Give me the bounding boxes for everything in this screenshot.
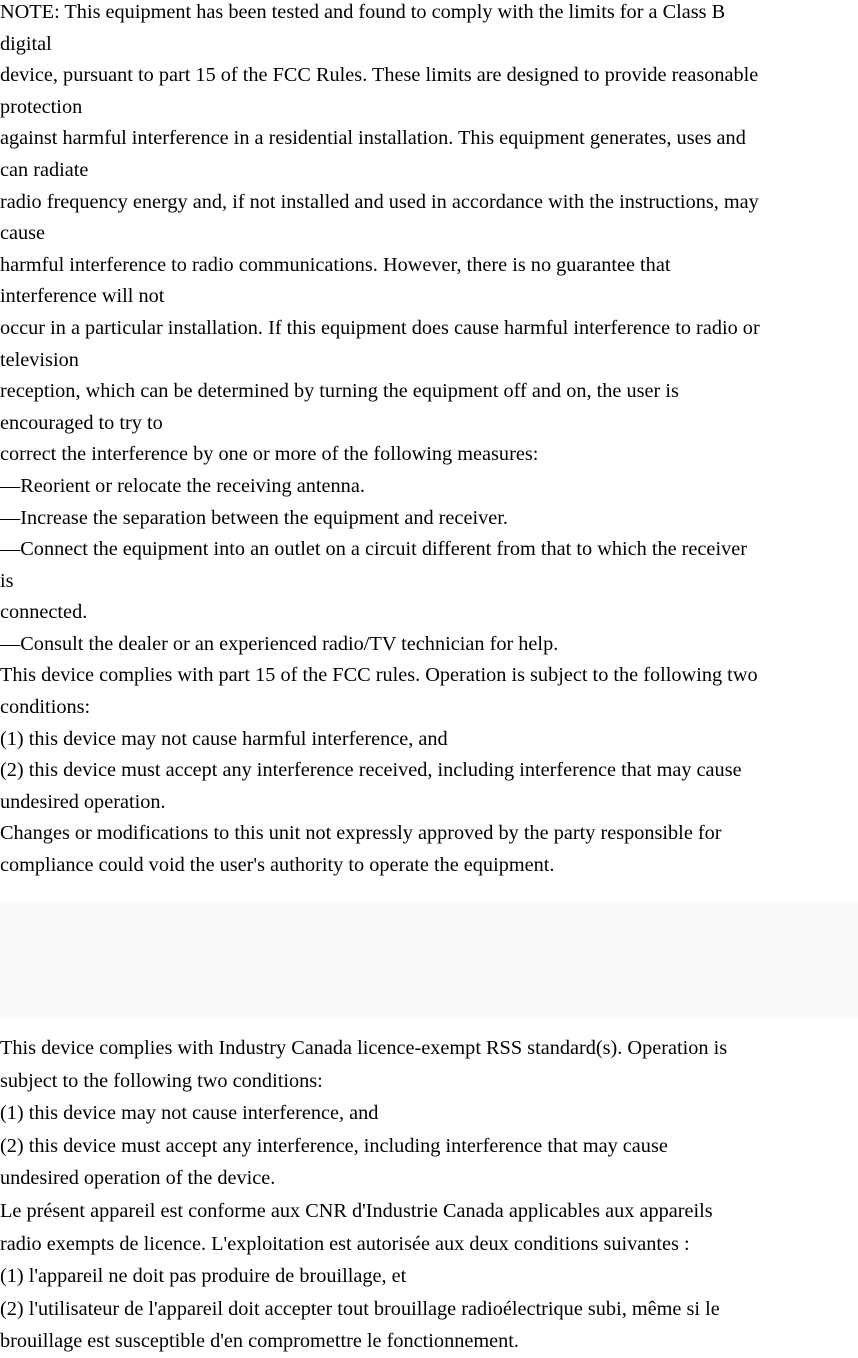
measure-item: —Reorient or relocate the receiving antenna.: [0, 474, 365, 497]
condition-item: (1) this device may not cause interference, and: [0, 1102, 379, 1125]
industry-canada-statement: [0, 1032, 858, 1358]
text-line: can radiate: [0, 158, 89, 181]
text-line: interference will not: [0, 285, 165, 308]
measure-item: —Consult the dealer or an experienced radio/TV technician for help.: [0, 632, 559, 655]
text-line: device, pursuant to part 15 of the FCC Rules. These limits are designed to provide reasonable: [0, 64, 759, 87]
text-line: conditions:: [0, 696, 91, 719]
measure-item: —Connect the equipment into an outlet on a circuit different from that to which the receiver: [0, 538, 747, 561]
text-line: NOTE: This equipment has been tested and found to comply with the limits for a Class B: [0, 1, 726, 23]
text-line: radio exempts de licence. L'exploitation est autorisée aux deux conditions suivantes :: [0, 1232, 690, 1255]
text-line: This device complies with part 15 of the FCC rules. Operation is subject to the following two: [0, 664, 758, 687]
text-line: radio frequency energy and, if not installed and used in accordance with the instructions, may: [0, 190, 759, 213]
text-line: digital: [0, 32, 52, 55]
measure-item: —Increase the separation between the equipment and receiver.: [0, 506, 508, 529]
condition-item: (1) this device may not cause harmful interference, and: [0, 727, 448, 750]
blank-divider: [0, 901, 858, 1020]
text-line: against harmful interference in a residential installation. This equipment generates, uses and: [0, 127, 746, 150]
text-line: correct the interference by one or more of the following measures:: [0, 443, 539, 466]
text-line: cause: [0, 222, 46, 245]
text-line: harmful interference to radio communications. However, there is no guarantee that: [0, 253, 671, 276]
text-line: undesired operation.: [0, 790, 166, 813]
text-line: undesired operation of the device.: [0, 1167, 276, 1190]
text-line: Changes or modifications to this unit not expressly approved by the party responsible for: [0, 822, 722, 845]
text-line: brouillage est susceptible d'en compromettre le fonctionnement.: [0, 1330, 519, 1353]
text-line: protection: [0, 95, 83, 118]
text-line: television: [0, 348, 79, 371]
condition-item: (2) this device must accept any interference, including interference that may cause: [0, 1134, 668, 1157]
condition-item: (2) l'utilisateur de l'appareil doit accepter tout brouillage radioélectrique subi, même si le: [0, 1297, 720, 1320]
text-line: reception, which can be determined by turning the equipment off and on, the user is: [0, 380, 679, 403]
text-line: is: [0, 569, 14, 592]
condition-item: (1) l'appareil ne doit pas produire de brouillage, et: [0, 1265, 407, 1288]
condition-item: (2) this device must accept any interference received, including interference that may cause: [0, 759, 742, 782]
text-line: subject to the following two conditions:: [0, 1069, 323, 1092]
text-line: encouraged to try to: [0, 411, 163, 434]
text-line: Le présent appareil est conforme aux CNR d'Industrie Canada applicables aux appareils: [0, 1199, 713, 1222]
text-line: occur in a particular installation. If this equipment does cause harmful interference to radio or: [0, 316, 760, 339]
text-line: connected.: [0, 601, 88, 624]
text-line: This device complies with Industry Canada licence-exempt RSS standard(s). Operation is: [0, 1037, 728, 1059]
text-line: compliance could void the user's authority to operate the equipment.: [0, 854, 555, 877]
